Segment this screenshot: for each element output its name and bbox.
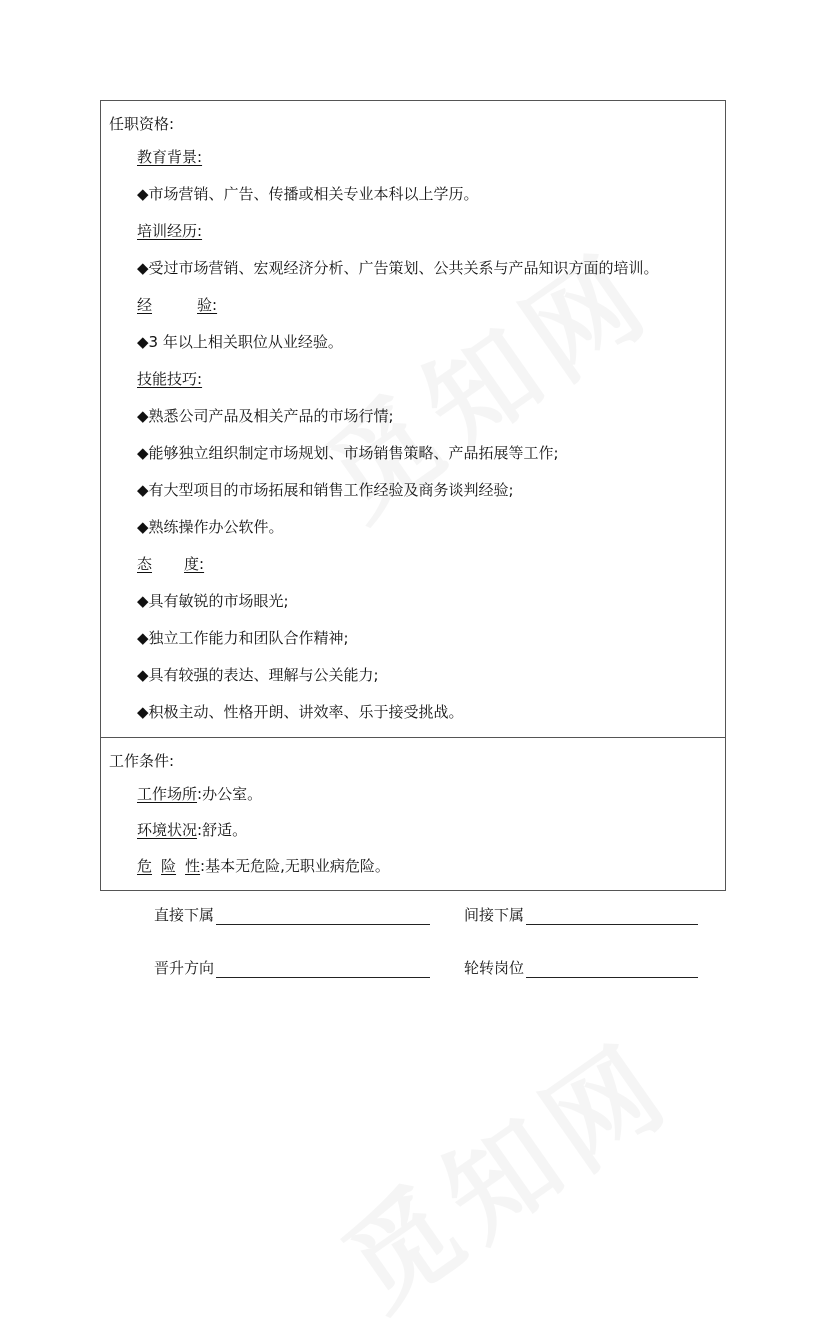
direct-subordinate-line[interactable] xyxy=(216,906,430,925)
attitude-label: 态 度: xyxy=(137,555,205,573)
attitude-item: ◆积极主动、性格开朗、讲效率、乐于接受挑战。 xyxy=(137,703,464,721)
skills-item: ◆熟悉公司产品及相关产品的市场行情; xyxy=(137,407,394,425)
education-label: 教育背景: xyxy=(137,148,203,166)
attitude-item: ◆独立工作能力和团队合作精神; xyxy=(137,629,349,647)
direct-subordinate-field xyxy=(154,904,430,925)
skills-item: ◆有大型项目的市场拓展和销售工作经验及商务谈判经验; xyxy=(137,481,514,499)
training-label: 培训经历: xyxy=(137,222,203,240)
watermark-bottom xyxy=(308,999,698,1338)
experience-item: ◆3 年以上相关职位从业经验。 xyxy=(137,333,343,351)
skills-item: ◆能够独立组织制定市场规划、市场销售策略、产品拓展等工作; xyxy=(137,444,559,462)
rotation-position-field xyxy=(464,957,698,978)
indirect-subordinate-line[interactable] xyxy=(526,906,698,925)
qualifications-title: 任职资格: xyxy=(109,115,175,133)
indirect-subordinate-label: 间接下属 xyxy=(464,906,525,924)
direct-subordinate-label: 直接下属 xyxy=(154,906,215,924)
education-item: ◆市场营销、广告、传播或相关专业本科以上学历。 xyxy=(137,185,479,203)
rotation-position-label: 轮转岗位 xyxy=(464,959,525,977)
promotion-direction-line[interactable] xyxy=(216,959,430,978)
skills-label: 技能技巧: xyxy=(137,370,203,388)
attitude-item: ◆具有敏锐的市场眼光; xyxy=(137,592,289,610)
skills-item: ◆熟练操作办公软件。 xyxy=(137,518,284,536)
work-risk: 危 险 性:基本无危险,无职业病危险。 xyxy=(137,857,390,875)
promotion-direction-field xyxy=(154,957,430,978)
training-item: ◆受过市场营销、宏观经济分析、广告策划、公共关系与产品知识方面的培训。 xyxy=(137,259,659,277)
conditions-section xyxy=(101,737,725,890)
experience-label: 经 验: xyxy=(137,296,218,314)
footer-row-career xyxy=(154,957,714,987)
work-environment: 环境状况:舒适。 xyxy=(137,821,248,839)
indirect-subordinate-field xyxy=(464,904,698,925)
conditions-title: 工作条件: xyxy=(109,752,175,770)
job-description-table xyxy=(100,100,726,891)
qualifications-section xyxy=(101,101,725,737)
rotation-position-line[interactable] xyxy=(526,959,698,978)
footer-row-subordinates xyxy=(154,904,714,934)
attitude-item: ◆具有较强的表达、理解与公关能力; xyxy=(137,666,379,684)
work-location: 工作场所:办公室。 xyxy=(137,785,263,803)
promotion-direction-label: 晋升方向 xyxy=(154,959,215,977)
